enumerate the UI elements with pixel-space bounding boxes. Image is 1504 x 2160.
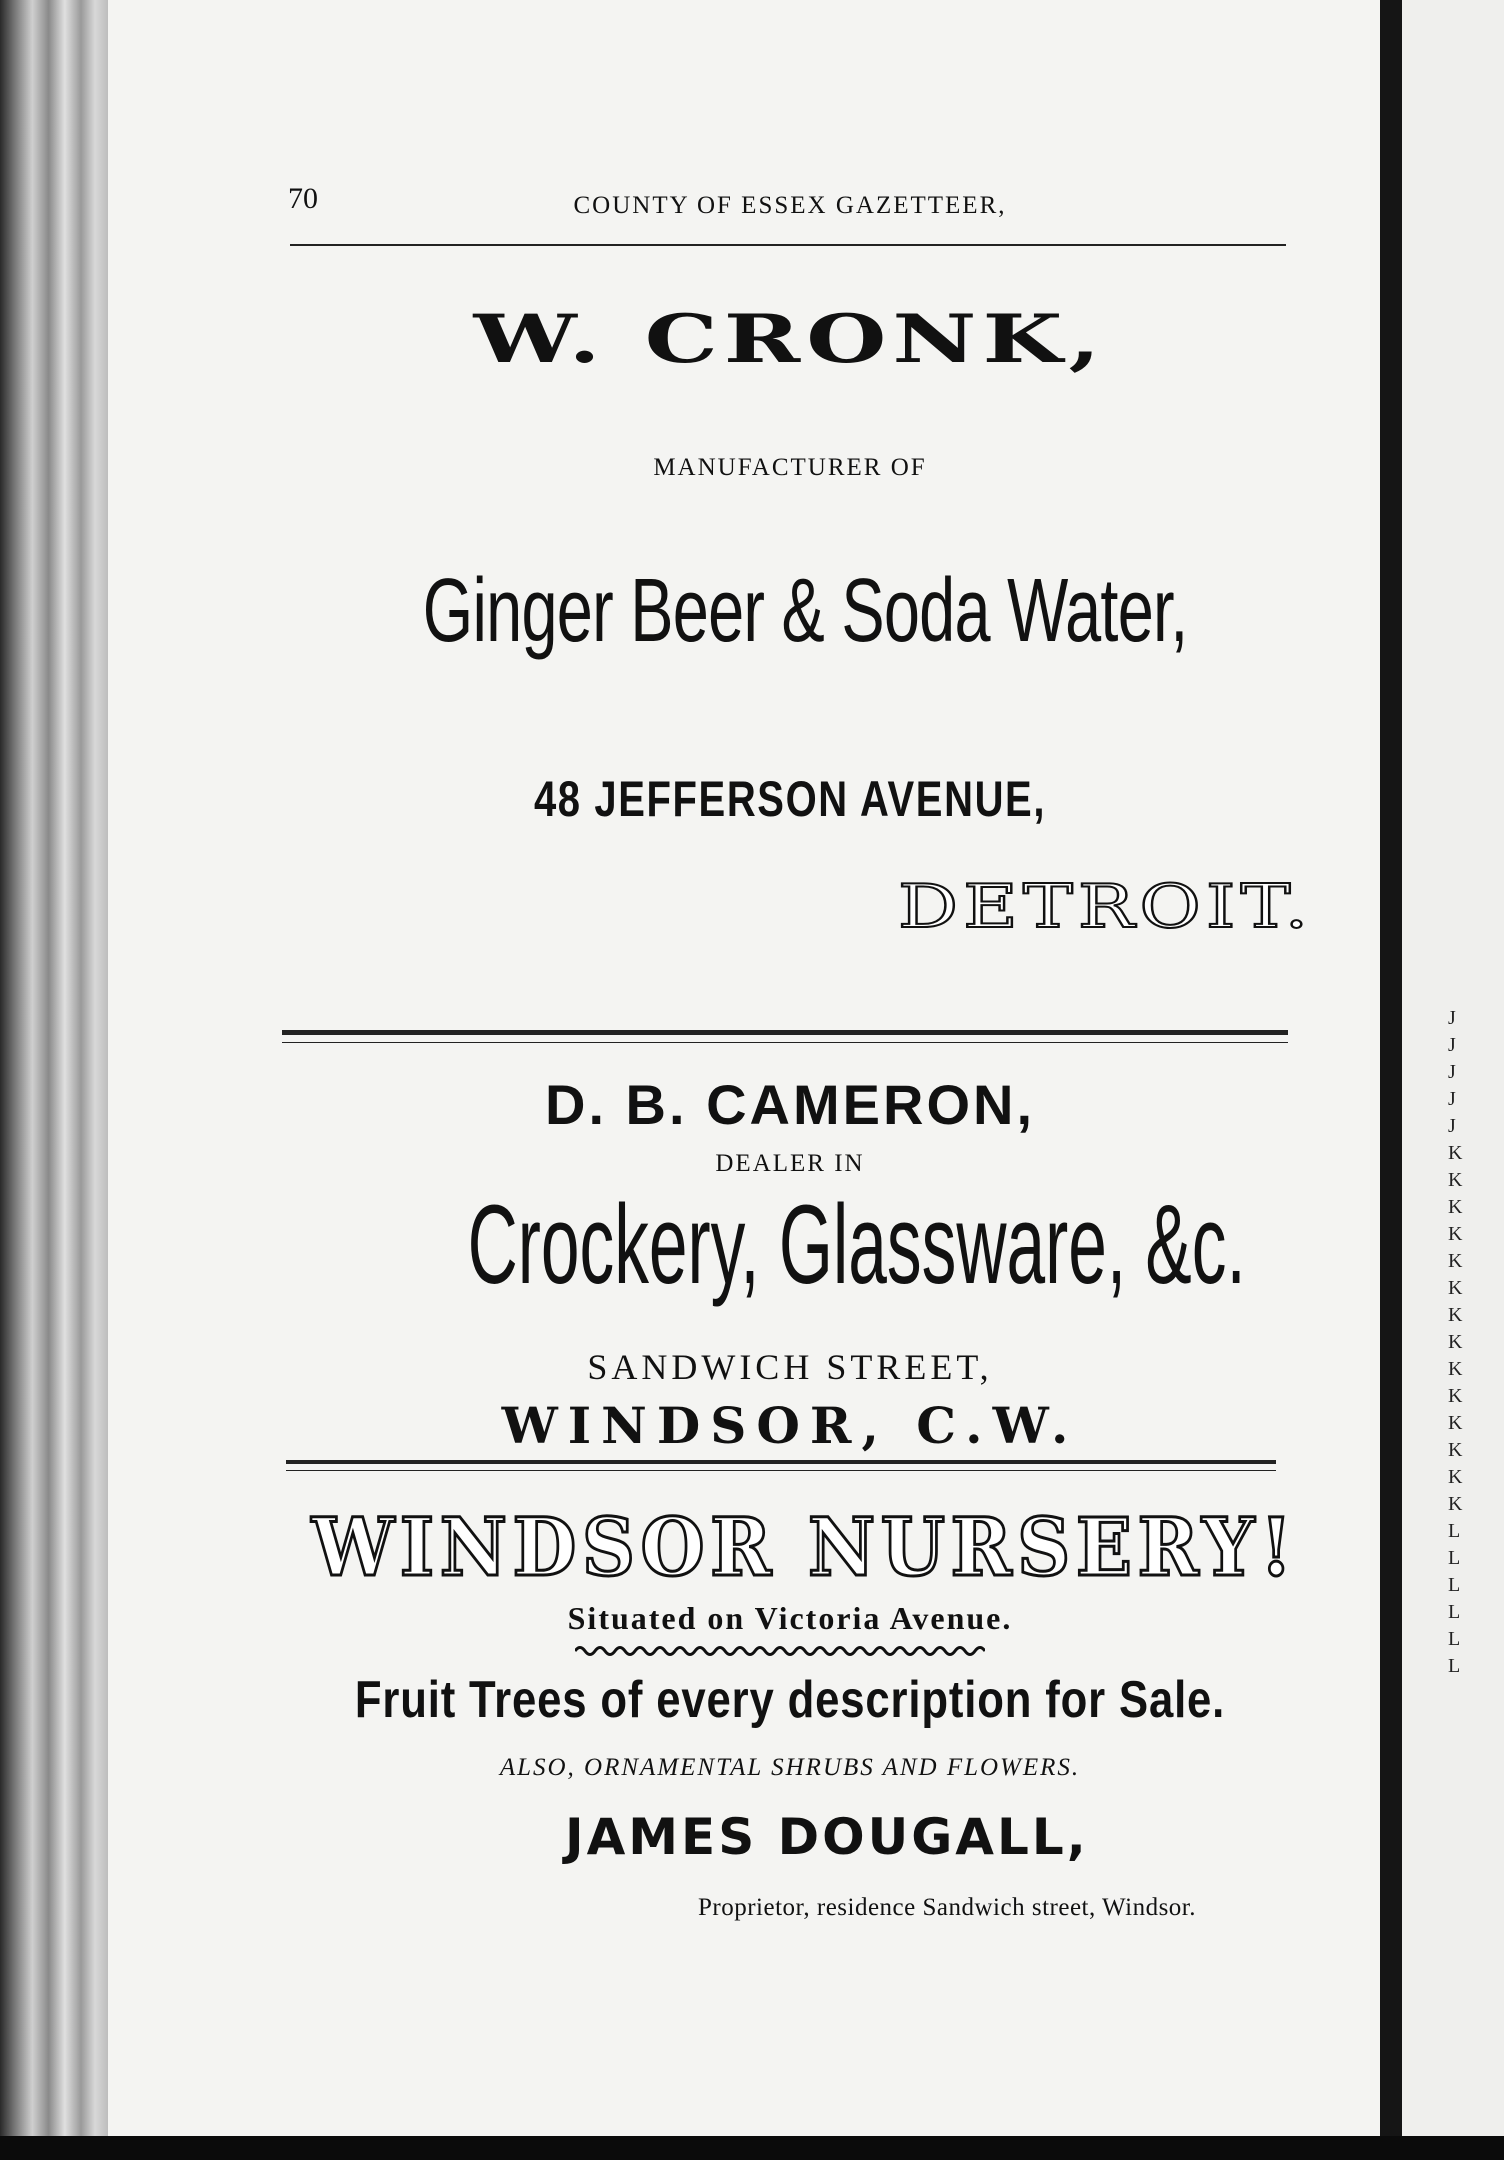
facing-page-letter: K xyxy=(1448,1304,1463,1326)
cronk-trade: MANUFACTURER OF xyxy=(653,454,927,481)
facing-page-letter: K xyxy=(1448,1169,1463,1191)
nursery-owner: JAMES DOUGALL, xyxy=(565,1808,1089,1866)
facing-page-letter: K xyxy=(1448,1439,1463,1461)
nursery-also: ALSO, ORNAMENTAL SHRUBS AND FLOWERS. xyxy=(499,1754,1081,1781)
facing-page-letter: J xyxy=(1448,1115,1456,1137)
cronk-address: 48 JEFFERSON AVENUE, xyxy=(533,771,1047,827)
nursery-name: WINDSOR NURSERY! xyxy=(311,1500,1298,1594)
cronk-name: W. CRONK, xyxy=(473,300,1107,378)
facing-page-letter: L xyxy=(1448,1655,1461,1677)
facing-page-index-letters xyxy=(1448,1005,1488,1680)
page-gutter xyxy=(1380,0,1402,2160)
wavy-ornament xyxy=(575,1644,985,1658)
facing-page-letter: K xyxy=(1448,1466,1463,1488)
facing-page-letter: K xyxy=(1448,1223,1463,1245)
cameron-city: WINDSOR, C.W. xyxy=(501,1396,1079,1455)
facing-page-letter: L xyxy=(1448,1520,1461,1542)
facing-page-letter: J xyxy=(1448,1034,1456,1056)
facing-page-letter: J xyxy=(1448,1007,1456,1029)
nursery-residence: Proprietor, residence Sandwich street, Windsor. xyxy=(698,1894,1196,1921)
facing-page-letter: K xyxy=(1448,1331,1463,1353)
section-divider-thin xyxy=(282,1042,1288,1043)
cameron-trade: DEALER IN xyxy=(715,1150,865,1177)
page-number: 70 xyxy=(288,182,318,215)
facing-page-letter: J xyxy=(1448,1061,1456,1083)
nursery-location: Situated on Victoria Avenue. xyxy=(567,1600,1013,1636)
section-divider xyxy=(286,1460,1276,1464)
facing-page-letter: J xyxy=(1448,1088,1456,1110)
cameron-name: D. B. CAMERON, xyxy=(545,1073,1035,1136)
nursery-offer: Fruit Trees of every description for Sale. xyxy=(354,1671,1226,1729)
facing-page-letter: L xyxy=(1448,1547,1461,1569)
book-spine xyxy=(0,0,108,2160)
header-rule xyxy=(290,244,1286,246)
facing-page-letter: K xyxy=(1448,1385,1463,1407)
facing-page-letter: K xyxy=(1448,1250,1463,1272)
facing-page-letter: L xyxy=(1448,1628,1461,1650)
facing-page-letter: L xyxy=(1448,1601,1461,1623)
cameron-street: SANDWICH STREET, xyxy=(587,1347,993,1387)
facing-page-letter: K xyxy=(1448,1358,1463,1380)
facing-page-letter: K xyxy=(1448,1412,1463,1434)
scan-border xyxy=(0,2136,1504,2160)
facing-page-letter: L xyxy=(1448,1574,1461,1596)
running-title: COUNTY OF ESSEX GAZETTEER, xyxy=(573,192,1007,219)
facing-page-letter: K xyxy=(1448,1142,1463,1164)
facing-page-letter: K xyxy=(1448,1196,1463,1218)
facing-page-letter: K xyxy=(1448,1277,1463,1299)
section-divider-thin xyxy=(286,1470,1276,1471)
facing-page-letter: K xyxy=(1448,1493,1463,1515)
cameron-products: Crockery, Glassware, &c. xyxy=(467,1182,1246,1307)
cronk-city: DETROIT. xyxy=(898,872,1314,942)
cronk-products: Ginger Beer & Soda Water, xyxy=(422,561,1188,661)
section-divider xyxy=(282,1030,1288,1035)
